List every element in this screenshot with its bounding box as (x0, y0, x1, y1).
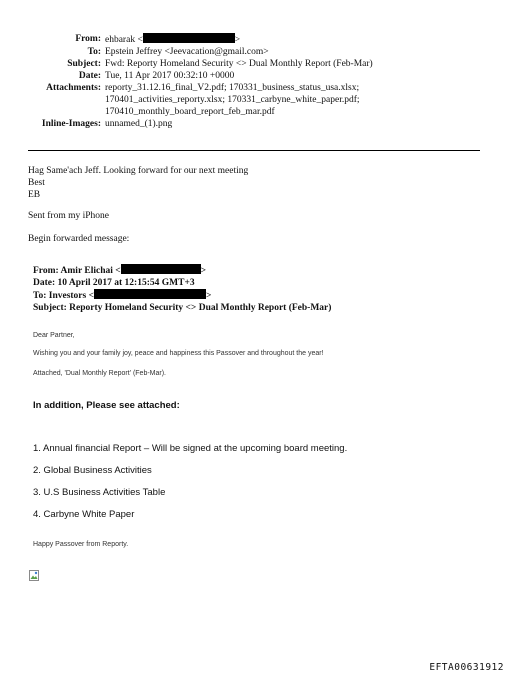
from-label: From: (75, 34, 101, 44)
list-item: 3. U.S Business Activities Table (33, 487, 166, 498)
header-divider (28, 150, 480, 151)
inline-images-value: unnamed_(1).png (105, 119, 173, 129)
attachment-line: reporty_31.12.16_final_V2.pdf; 170331_business_status_usa.xlsx; (105, 83, 360, 93)
header-inline-images-row (0, 118, 512, 130)
broken-image-icon[interactable] (29, 570, 39, 581)
message-line: Hag Same'ach Jeff. Looking forward for our next meeting (28, 166, 249, 176)
letter-salutation: Dear Partner, (33, 332, 75, 339)
subject-value: Fwd: Reporty Homeland Security <> Dual Monthly Report (Feb-Mar) (105, 59, 373, 69)
from-close: > (234, 35, 241, 45)
redaction-bar (94, 289, 206, 299)
from-name: ehbarak < (105, 35, 143, 45)
attachment-line: 170410_monthly_board_report_feb_mar.pdf (105, 107, 275, 117)
document-id: EFTA00631912 (429, 662, 504, 673)
message-line: Best (28, 178, 45, 188)
date-value: Tue, 11 Apr 2017 00:32:10 +0000 (105, 71, 235, 81)
attachments-list (101, 82, 485, 118)
subject-label: Subject: (67, 59, 101, 69)
message-line: EB (28, 190, 41, 200)
forwarded-date: Date: 10 April 2017 at 12:15:54 GMT+3 (33, 278, 195, 288)
list-item: 4. Carbyne White Paper (33, 509, 135, 520)
forwarded-to: To: Investors < > (33, 291, 212, 301)
header-from-row (0, 33, 512, 46)
header-attachments-row (0, 82, 512, 118)
inline-images-label: Inline-Images: (41, 119, 101, 129)
list-item: 1. Annual financial Report – Will be signed at the upcoming board meeting. (33, 443, 348, 454)
attachments-label: Attachments: (46, 83, 101, 93)
redaction-bar (121, 264, 201, 274)
header-date-row (0, 70, 512, 82)
attachment-line: 170401_activities_reporty.xlsx; 170331_carbyne_white_paper.pdf; (105, 95, 360, 105)
header-to-row (0, 46, 512, 58)
letter-addition: In addition, Please see attached: (33, 400, 180, 411)
to-value: Epstein Jeffrey <Jeevacation@gmail.com> (105, 47, 269, 57)
forwarded-subject: Subject: Reporty Homeland Security <> Dual Monthly Report (Feb-Mar) (33, 303, 332, 313)
forwarded-from: From: Amir Elichai < > (33, 266, 207, 276)
sent-from-line: Sent from my iPhone (28, 211, 110, 221)
letter-wishes: Wishing you and your family joy, peace and happiness this Passover and throughout the year! (33, 350, 324, 357)
email-header (0, 33, 512, 130)
list-item: 2. Global Business Activities (33, 465, 152, 476)
date-label: Date: (78, 71, 101, 81)
redaction-bar (143, 33, 235, 43)
letter-attached: Attached, 'Dual Monthly Report' (Feb-Mar). (33, 370, 166, 377)
forwarded-header (33, 264, 331, 314)
message-greeting (28, 165, 248, 201)
to-label: To: (87, 47, 101, 57)
header-subject-row (0, 58, 512, 70)
letter-closing: Happy Passover from Reporty. (33, 541, 129, 548)
begin-forwarded-line: Begin forwarded message: (28, 234, 130, 244)
